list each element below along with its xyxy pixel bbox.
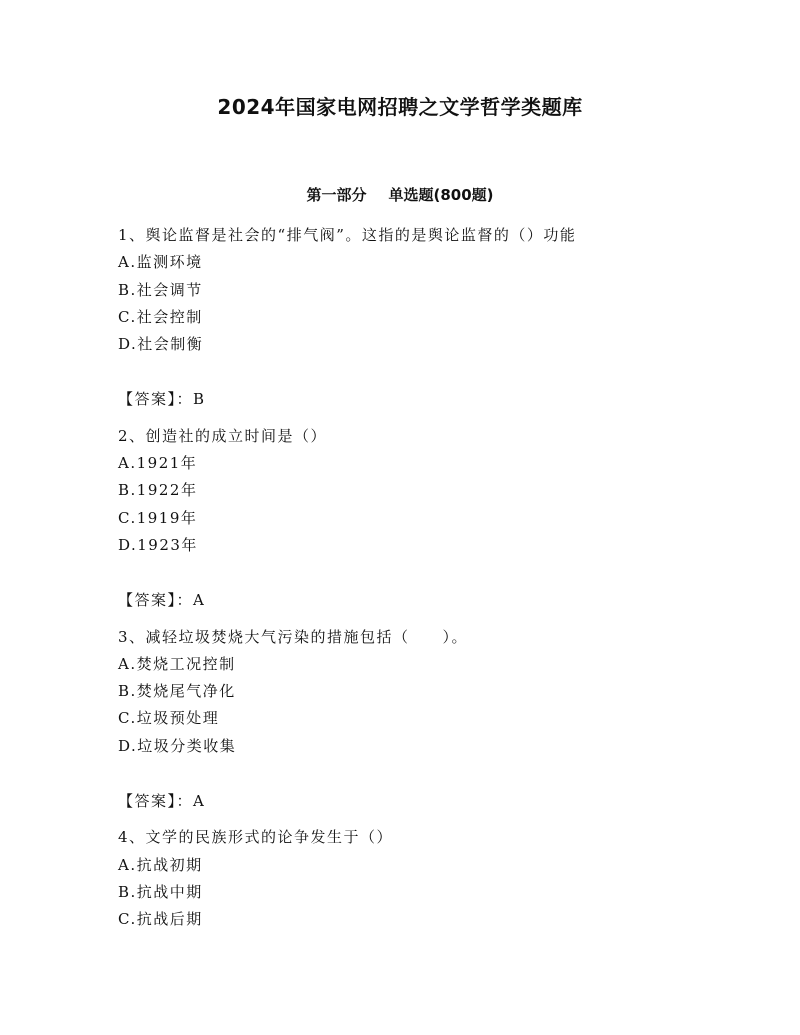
question-stem: 3、减轻垃圾焚烧大气污染的措施包括（ ）。	[118, 627, 469, 646]
section-part: 第一部分	[306, 186, 367, 204]
section-heading	[0, 183, 800, 207]
question-stem: 2、创造社的成立时间是（）	[118, 426, 328, 445]
question-2	[118, 423, 718, 615]
option-d: D.社会制衡	[118, 335, 204, 354]
question-stem: 4、文学的民族形式的论争发生于（）	[118, 828, 394, 847]
question-1	[118, 222, 718, 414]
option-b: B.抗战中期	[118, 882, 203, 901]
question-4	[118, 824, 718, 933]
answer-value: A	[193, 591, 206, 610]
question-3	[118, 624, 718, 816]
answer-line	[118, 788, 718, 815]
option-a: A.1921年	[118, 454, 198, 473]
option-c: C.垃圾预处理	[118, 709, 220, 728]
option-c: C.社会控制	[118, 307, 203, 326]
answer-value: A	[193, 792, 206, 811]
document-title: 2024年国家电网招聘之文学哲学类题库	[217, 95, 583, 119]
option-a: A.抗战初期	[118, 855, 203, 874]
option-b: B.社会调节	[118, 280, 203, 299]
option-b: B.焚烧尾气净化	[118, 682, 236, 701]
question-stem: 1、舆论监督是社会的“排气阀”。这指的是舆论监督的（）功能	[118, 226, 577, 244]
option-d: D.垃圾分类收集	[118, 736, 237, 755]
option-a: A.焚烧工况控制	[118, 654, 236, 673]
option-d: D.1923年	[118, 535, 198, 554]
answer-value: B	[193, 390, 206, 409]
answer-line	[118, 587, 718, 614]
answer-line	[118, 386, 718, 413]
answer-label: 【答案】：	[118, 591, 194, 610]
answer-label: 【答案】：	[118, 390, 194, 409]
answer-label: 【答案】：	[118, 792, 194, 811]
option-a: A.监测环境	[118, 253, 203, 272]
question-list	[118, 222, 718, 934]
section-name: 单选题(800题)	[388, 186, 494, 204]
option-b: B.1922年	[118, 481, 198, 500]
option-c: C.抗战后期	[118, 910, 203, 929]
option-c: C.1919年	[118, 508, 198, 527]
